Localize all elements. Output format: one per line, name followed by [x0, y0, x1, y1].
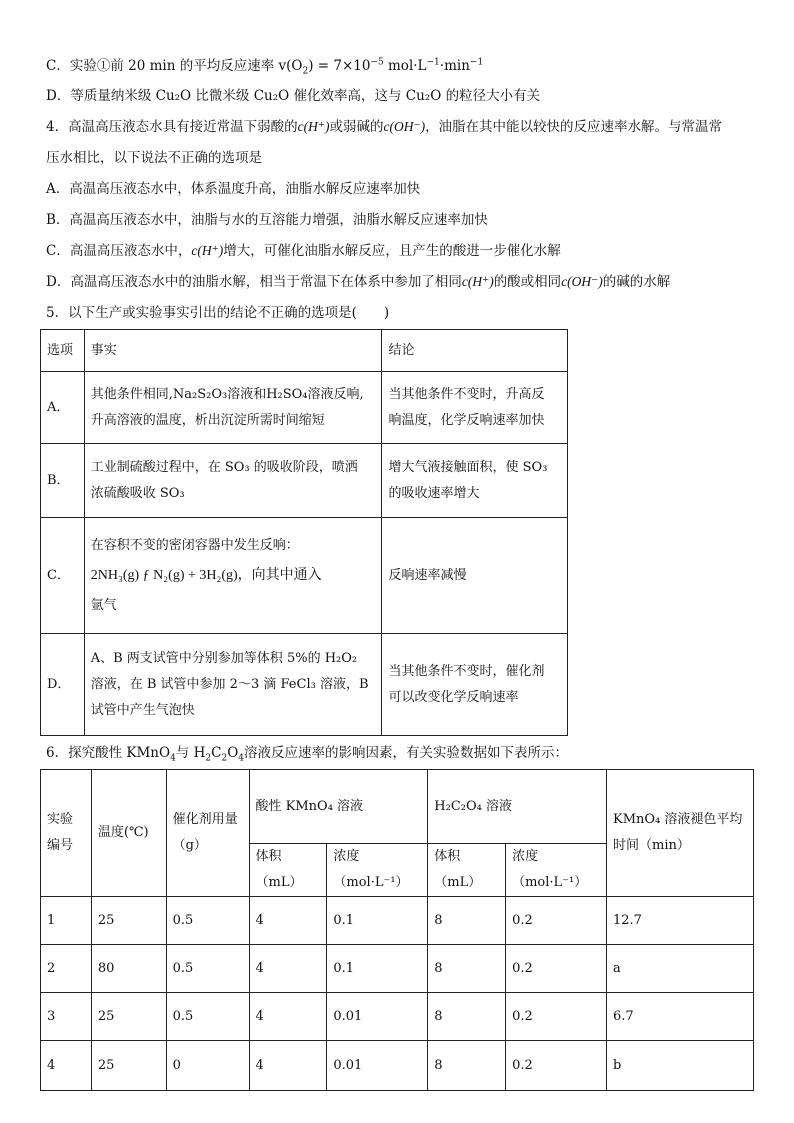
conclusion-line: 当其他条件不变时，催化剂	[388, 663, 545, 679]
table-row	[41, 993, 754, 1041]
text: O	[227, 745, 239, 761]
table-cell: 6.7	[607, 993, 754, 1041]
option-d-previous-question: D．等质量纳米级 Cu₂O 比微米级 Cu₂O 催化效率高，这与 Cu₂O 的粒径大小有关	[46, 88, 541, 104]
text: 与 H	[175, 745, 206, 761]
table-cell: 0.1	[327, 945, 428, 993]
option-label: D．	[41, 634, 85, 736]
table-cell: 25	[91, 1041, 166, 1091]
text: C	[211, 745, 222, 761]
concentration-h: c(H⁺)	[297, 119, 330, 134]
table-cell: 25	[91, 897, 166, 945]
question-6-table	[40, 769, 754, 1091]
header-line: 催化剂用量	[172, 812, 238, 827]
table-cell: 8	[428, 993, 506, 1041]
header-fade-time	[607, 770, 754, 897]
header-catalyst	[166, 770, 249, 897]
fact-line: A、B 两支试管中分别参加等体积 5%的 H₂O₂	[90, 650, 358, 666]
table-cell: 0.5	[166, 993, 249, 1041]
header-experiment-id	[41, 770, 92, 897]
table-header-row	[41, 330, 568, 372]
table-cell: 3	[41, 993, 92, 1041]
table-row	[41, 518, 568, 634]
table-cell: 8	[428, 1041, 506, 1091]
table-cell: 4	[249, 1041, 327, 1091]
table-cell: 0.2	[506, 993, 607, 1041]
text: ) = 7×10	[308, 58, 371, 74]
table-cell: 12.7	[607, 897, 754, 945]
subscript: 2	[221, 753, 228, 764]
fact-cell	[84, 444, 382, 518]
text: C．高温高压液态水中，	[46, 243, 192, 259]
table-cell: 2	[41, 945, 92, 993]
table-row	[41, 897, 754, 945]
question-4-stem-line1	[46, 117, 722, 137]
header-volume-kmno4: 体积（mL）	[249, 844, 327, 897]
header-kmno4: 酸性 KMnO₄ 溶液	[249, 770, 428, 844]
question-6-stem	[46, 743, 568, 763]
text: D．高温高压液态水中的油脂水解，相当于常温下在体系中参加了相同	[46, 274, 462, 290]
fact-line: 升高溶液的温度，析出沉淀所需时间缩短	[90, 412, 325, 428]
conclusion-cell: 反响速率减慢	[382, 518, 568, 634]
text: C．实验①前 20 min 的平均反应速率 v(O	[46, 58, 303, 74]
option-label: B．	[41, 444, 85, 518]
subscript: 4	[238, 753, 244, 764]
table-cell: 1	[41, 897, 92, 945]
concentration-h: c(H⁺)	[461, 274, 494, 289]
header-fact: 事实	[84, 330, 382, 372]
conclusion-cell	[382, 372, 568, 444]
header-conclusion: 结论	[382, 330, 568, 372]
concentration-h: c(H⁺)	[191, 243, 224, 258]
table-cell: 80	[91, 945, 166, 993]
question-5-stem: 5．以下生产或实验事实引出的结论不正确的选项是( )	[46, 305, 390, 321]
concentration-oh: c(OH⁻)	[383, 119, 426, 134]
table-cell: 0.1	[327, 897, 428, 945]
table-row	[41, 945, 754, 993]
table-cell: 4	[41, 1041, 92, 1091]
header-concentration-kmno4: 浓度（mol·L⁻¹）	[327, 844, 428, 897]
question-4-option-a: A．高温高压液态水中，体系温度升高，油脂水解反应速率加快	[46, 181, 421, 197]
table-cell: 8	[428, 897, 506, 945]
header-concentration-h2c2o4: 浓度（mol·L⁻¹）	[506, 844, 607, 897]
header-line: （g）	[172, 838, 207, 853]
table-cell: 4	[249, 897, 327, 945]
header-h2c2o4: H₂C₂O₄ 溶液	[428, 770, 607, 844]
table-cell: b	[607, 1041, 754, 1091]
header-volume-h2c2o4: 体积（mL）	[428, 844, 506, 897]
header-line: 时间（min）	[613, 838, 690, 853]
fact-line: 在容积不变的密闭容器中发生反响：	[90, 537, 299, 553]
text: ·min	[439, 58, 470, 74]
fact-line: 其他条件相同,Na₂S₂O₃溶液和H₂SO₄溶液反响,	[90, 386, 364, 402]
text: 的碱的水解	[602, 274, 671, 290]
text: 的酸或相同	[493, 274, 562, 290]
text: 溶液反应速率的影响因素，有关实验数据如下表所示：	[244, 745, 568, 761]
text: ，油脂在其中能以较快的反应速率水解。与常温常	[425, 119, 723, 135]
question-4-option-d	[46, 272, 670, 292]
table-row	[41, 634, 568, 736]
conclusion-cell	[382, 634, 568, 736]
table-cell: 0.5	[166, 897, 249, 945]
table-cell: 0.2	[506, 1041, 607, 1091]
table-row	[41, 372, 568, 444]
subscript: 2	[205, 753, 212, 764]
subscript: 4	[170, 753, 176, 764]
conclusion-line: 响温度，化学反响速率加快	[388, 412, 545, 428]
subscript: 2	[302, 66, 309, 77]
header-option: 选项	[41, 330, 85, 372]
concentration-oh: c(OH⁻)	[561, 274, 603, 289]
superscript: −1	[469, 57, 484, 68]
fact-cell	[84, 634, 382, 736]
fact-line: 工业制硫酸过程中，在 SO₃ 的吸收阶段，喷洒	[90, 459, 358, 475]
table-cell: 0	[166, 1041, 249, 1091]
question-5-table	[40, 329, 568, 736]
table-cell: 0.01	[327, 993, 428, 1041]
option-label: A．	[41, 372, 85, 444]
table-cell: 0.01	[327, 1041, 428, 1091]
option-c-previous-question	[46, 56, 483, 76]
table-cell: 8	[428, 945, 506, 993]
question-4-stem-line2: 压水相比，以下说法不正确的选项是	[46, 150, 262, 166]
table-row	[41, 444, 568, 518]
text: 4．高温高压液态水具有接近常温下弱酸的	[46, 119, 298, 135]
table-cell: 0.2	[506, 897, 607, 945]
table-cell: 0.5	[166, 945, 249, 993]
fact-line: 氩气	[90, 597, 117, 613]
conclusion-line: 当其他条件不变时，升高反	[388, 386, 545, 402]
conclusion-line: 可以改变化学反响速率	[388, 689, 519, 705]
table-cell: 4	[249, 993, 327, 1041]
table-cell: 0.2	[506, 945, 607, 993]
equation-line: 2NH₃(g) ƒ N₂(g) + 3H₂(g)，向其中通入	[90, 567, 322, 583]
text: 或弱碱的	[329, 119, 384, 135]
text: 6．探究酸性 KMnO	[46, 745, 171, 761]
option-label: C．	[41, 518, 85, 634]
fact-line: 溶液，在 B 试管中参加 2～3 滴 FeCl₃ 溶液，B	[90, 676, 369, 692]
fact-line: 浓硫酸吸收 SO₃	[90, 485, 185, 501]
conclusion-line: 的吸收速率增大	[388, 485, 480, 501]
conclusion-cell	[382, 444, 568, 518]
header-line: 实验	[47, 812, 74, 827]
table-row	[41, 1041, 754, 1091]
header-line: KMnO₄ 溶液褪色平均	[613, 812, 743, 827]
header-temperature: 温度(℃)	[91, 770, 166, 897]
fact-cell	[84, 372, 382, 444]
table-cell: 4	[249, 945, 327, 993]
fact-line: 试管中产生气泡快	[90, 702, 195, 718]
header-line: 编号	[47, 838, 74, 853]
superscript: −5	[370, 57, 384, 68]
fact-cell	[84, 518, 382, 634]
table-cell: 25	[91, 993, 166, 1041]
table-cell: a	[607, 945, 754, 993]
question-4-option-c	[46, 241, 561, 261]
question-4-option-b: B．高温高压液态水中，油脂与水的互溶能力增强，油脂水解反应速率加快	[46, 212, 488, 228]
text: 增大，可催化油脂水解反应，且产生的酸进一步催化水解	[223, 243, 561, 259]
text: mol·L	[383, 58, 427, 74]
conclusion-line: 增大气液接触面积，使 SO₃	[388, 459, 548, 475]
table-header-row	[41, 770, 754, 844]
superscript: −1	[426, 57, 440, 68]
